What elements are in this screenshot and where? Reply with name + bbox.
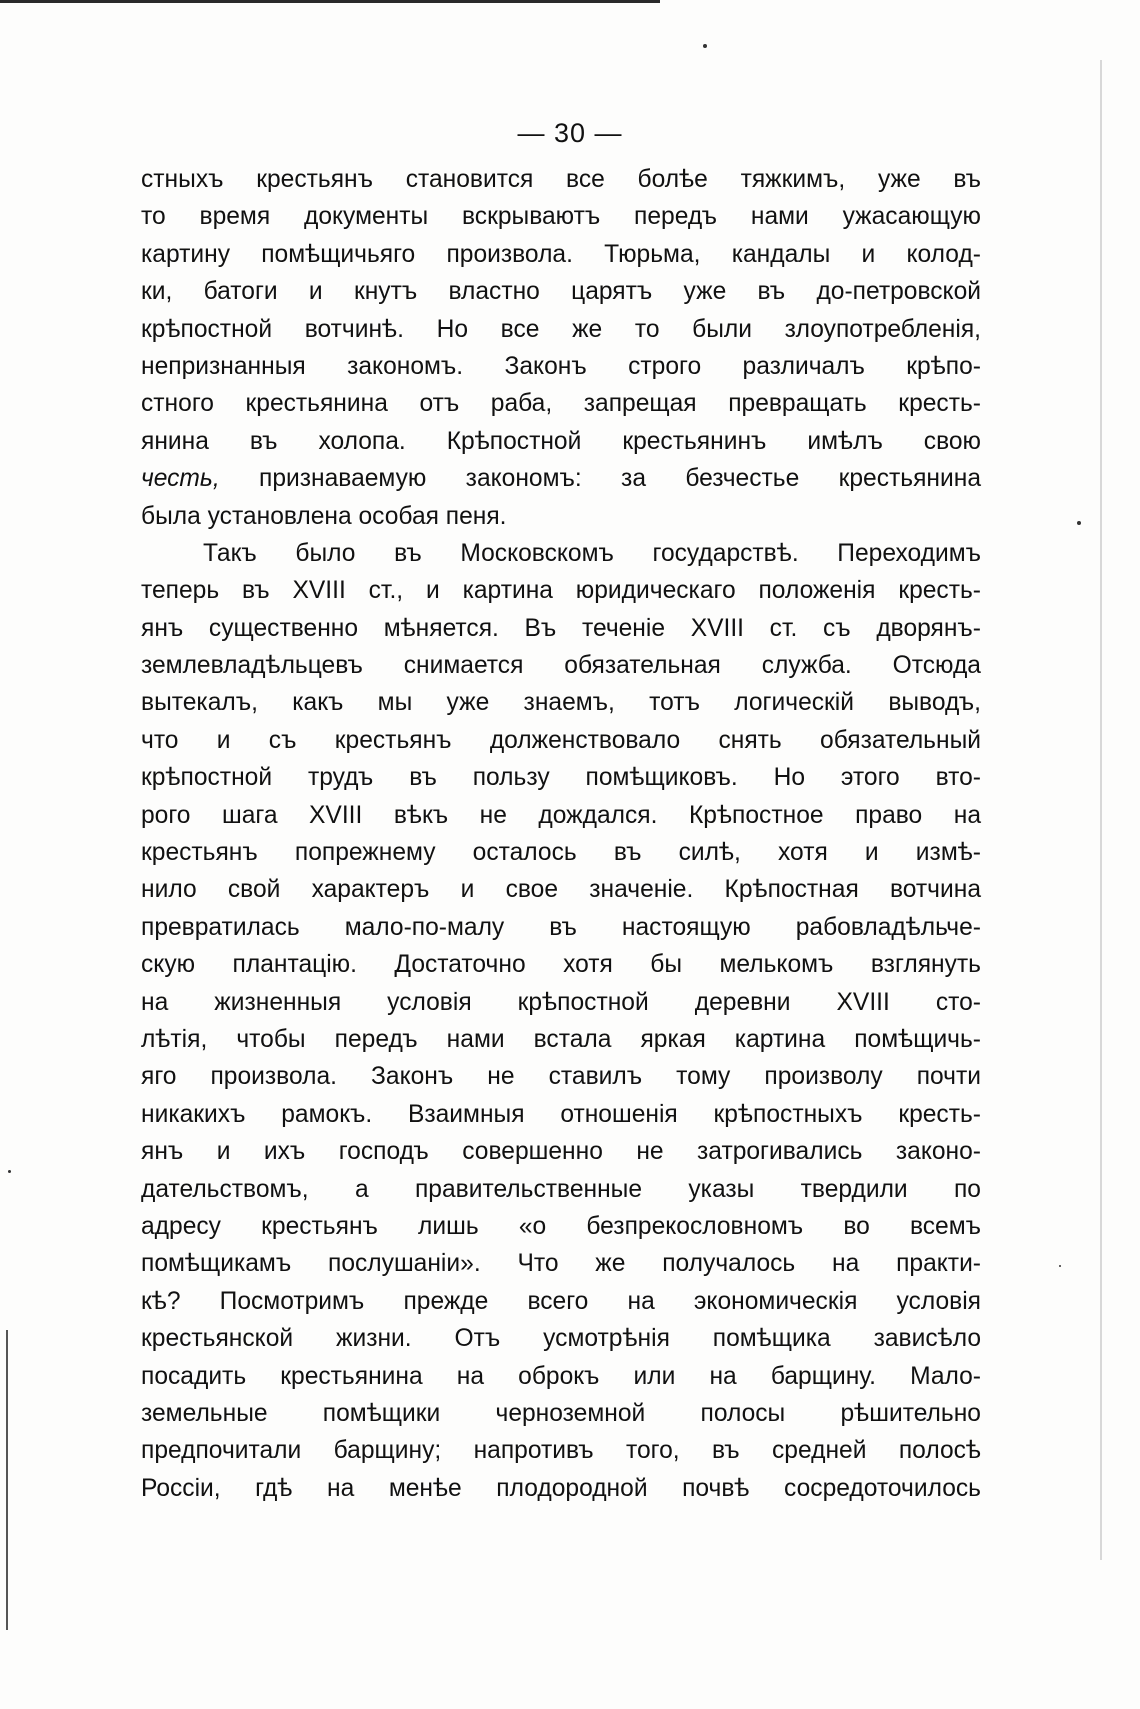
scan-speck — [1059, 1265, 1061, 1267]
scan-speck — [8, 1170, 11, 1173]
text-line: адресу крестьянъ лишь «о безпрекословномъ во всемъ — [141, 1212, 981, 1240]
text-line: дательствомъ, а правительственные указы твердили по — [141, 1175, 981, 1203]
text-line: картину помѣщичьяго произвола. Тюрьма, кандалы и колод- — [141, 240, 981, 268]
text-line: яго произвола. Законъ не ставилъ тому произволу почти — [141, 1063, 981, 1091]
text-line: то время документы вскрываютъ передъ нами ужасающую — [141, 203, 981, 231]
scan-edge-right — [1100, 60, 1102, 1560]
text-line: теперь въ XVIII ст., и картина юридическаго положенія кресть- — [141, 577, 981, 605]
text-line: рого шага XVIII вѣкъ не дождался. Крѣпостное право на — [141, 801, 981, 829]
text-line: стного крестьянина отъ раба, запрещая превращать кресть- — [141, 390, 981, 418]
text-line: янина въ холопа. Крѣпостной крестьянинъ имѣлъ свою — [141, 427, 981, 455]
paragraph-end-line: была установлена особая пеня. — [141, 502, 507, 530]
scan-edge-left — [6, 1330, 8, 1630]
body-text — [141, 161, 981, 1507]
text-line: крѣпостной трудъ въ пользу помѣщиковъ. Но этого вто- — [141, 764, 981, 792]
text-line: крѣпостной вотчинѣ. Но все же то были злоупотребленія, — [141, 315, 981, 343]
text-line: скую плантацію. Достаточно хотя бы мелькомъ взглянуть — [141, 951, 981, 979]
scan-speck — [1077, 521, 1081, 525]
text-line: нило свой характеръ и свое значеніе. Крѣпостная вотчина — [141, 876, 981, 904]
text-line: землевладѣльцевъ снимается обязательная служба. Отсюда — [141, 652, 981, 680]
text-line: ки, батоги и кнутъ властно царятъ уже въ до-петровской — [141, 278, 981, 306]
text-line: превратилась мало-по-малу въ настоящую рабовладѣльче- — [141, 913, 981, 941]
paragraph-start-line: Такъ было въ Московскомъ государствѣ. Переходимъ — [203, 539, 981, 567]
text-line-with-emphasis — [141, 460, 981, 497]
scan-speck — [703, 44, 707, 48]
emphasis-word: честь, — [141, 465, 220, 493]
text-line: непризнанныя закономъ. Законъ строго различалъ крѣпо- — [141, 352, 981, 380]
text-line: на жизненныя условія крѣпостной деревни XVIII сто- — [141, 988, 981, 1016]
text-line: стныхъ крестьянъ становится все болѣе тяжкимъ, уже въ — [141, 166, 981, 193]
text-line: Россіи, гдѣ на менѣе плодородной почвѣ сосредоточилось — [141, 1474, 981, 1502]
scan-edge-top — [0, 0, 660, 3]
text-line: крестьянъ попрежнему осталось въ силѣ, хотя и измѣ- — [141, 839, 981, 867]
text-line: предпочитали барщину; напротивъ того, въ средней полосѣ — [141, 1437, 981, 1465]
text-line: кѣ? Посмотримъ прежде всего на экономическія условія — [141, 1287, 981, 1315]
text-line: посадить крестьянина на оброкъ или на барщину. Мало- — [141, 1362, 981, 1390]
text-line: крестьянской жизни. Отъ усмотрѣнія помѣщика зависѣло — [141, 1325, 981, 1353]
text-line: янъ существенно мѣняется. Въ теченіе XVIII ст. съ дворянъ- — [141, 614, 981, 642]
text-line: вытекалъ, какъ мы уже знаемъ, тотъ логическій выводъ, — [141, 689, 981, 717]
text-line-rest: признаваемую закономъ: за безчестье крестьянина — [219, 465, 981, 493]
text-line: помѣщикамъ послушаніи». Что же получалось на практи- — [141, 1250, 981, 1278]
text-line: земельные помѣщики черноземной полосы рѣшительно — [141, 1399, 981, 1427]
text-line: лѣтія, чтобы передъ нами встала яркая картина помѣщичь- — [141, 1025, 981, 1053]
text-line: никакихъ рамокъ. Взаимныя отношенія крѣпостныхъ кресть- — [141, 1100, 981, 1128]
page-number: — 30 — — [517, 118, 623, 148]
text-line: что и съ крестьянъ долженствовало снять обязательный — [141, 726, 981, 754]
text-line: янъ и ихъ господъ совершенно не затрогивались законо- — [141, 1138, 981, 1166]
